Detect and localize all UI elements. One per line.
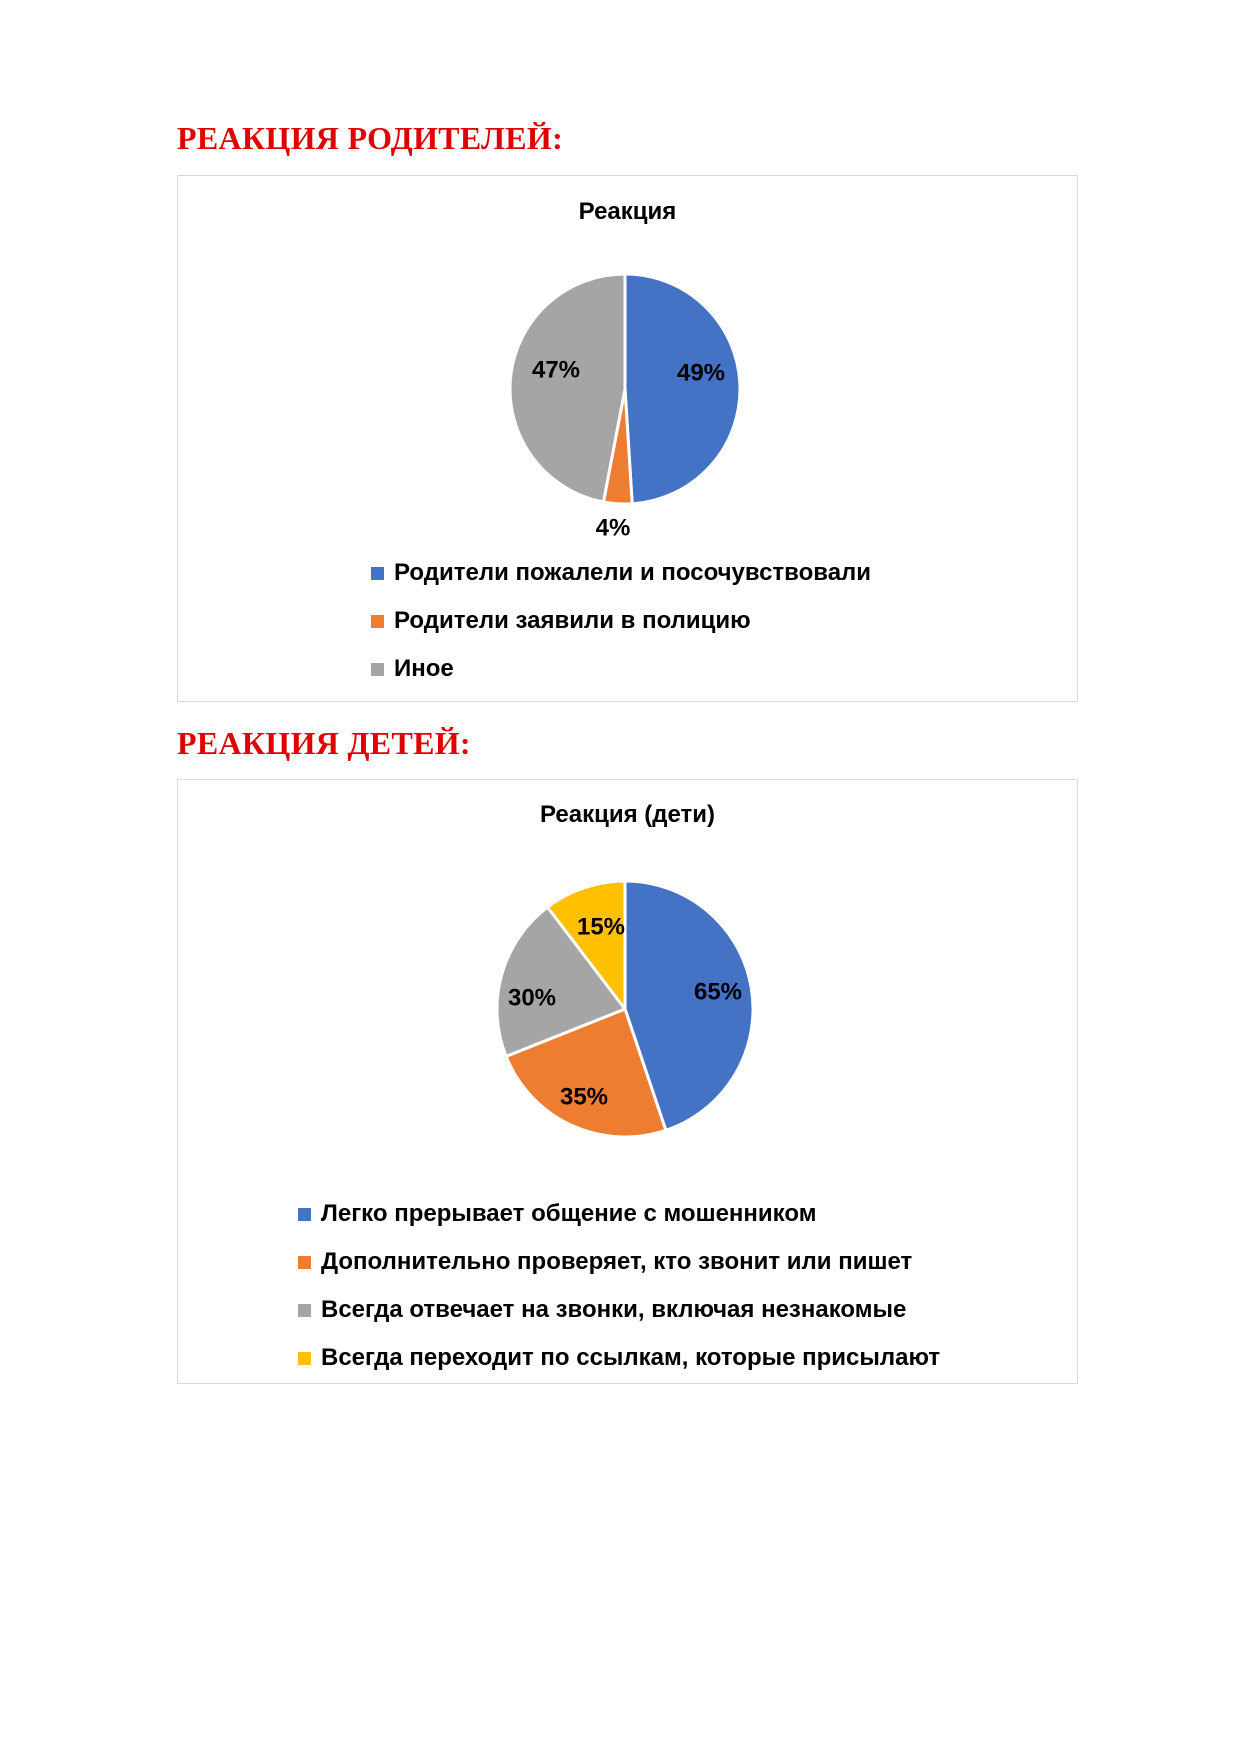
legend-swatch (298, 1208, 311, 1221)
legend-label: Родители заявили в полицию (394, 607, 751, 634)
legend-swatch (371, 615, 384, 628)
chart-title: Реакция (дети) (539, 801, 716, 828)
chart-title: Реакция (578, 198, 677, 225)
legend-label: Родители пожалели и посочувствовали (394, 559, 872, 586)
legend-item (298, 1190, 940, 1238)
data-label-2: 4% (595, 514, 631, 542)
legend-label: Всегда отвечает на звонки, включая незнакомые (321, 1296, 907, 1323)
heading-parents-reaction: РЕАКЦИЯ РОДИТЕЛЕЙ: (177, 120, 564, 156)
legend-swatch (371, 567, 384, 580)
pie-slice-3 (510, 274, 625, 502)
data-label-3: 47% (531, 356, 581, 384)
data-label-2: 35% (559, 1083, 609, 1111)
data-label-3: 30% (507, 984, 557, 1012)
legend-label: Всегда переходит по ссылкам, которые присылают (321, 1344, 941, 1371)
legend-label: Иное (394, 655, 454, 682)
legend-label: Легко прерывает общение с мошенником (321, 1200, 817, 1227)
data-label-4: 15% (576, 913, 626, 941)
legend-label: Дополнительно проверяет, кто звонит или пишет (321, 1248, 913, 1275)
data-label-1: 65% (693, 978, 743, 1006)
legend-item (298, 1334, 940, 1382)
heading-children-reaction: РЕАКЦИЯ ДЕТЕЙ: (177, 725, 471, 761)
legend-item (371, 645, 871, 693)
legend-swatch (298, 1304, 311, 1317)
legend-swatch (298, 1352, 311, 1365)
legend-swatch (298, 1256, 311, 1269)
legend-item (298, 1286, 940, 1334)
legend-swatch (371, 663, 384, 676)
legend-children (298, 1190, 940, 1382)
chart-parents-reaction (177, 175, 1078, 702)
data-label-1: 49% (676, 359, 726, 387)
legend-item (371, 597, 871, 645)
legend-item (371, 549, 871, 597)
legend-item (298, 1238, 940, 1286)
legend-parents (371, 549, 871, 693)
pie-slice-1 (625, 274, 740, 504)
chart-children-reaction (177, 779, 1078, 1384)
